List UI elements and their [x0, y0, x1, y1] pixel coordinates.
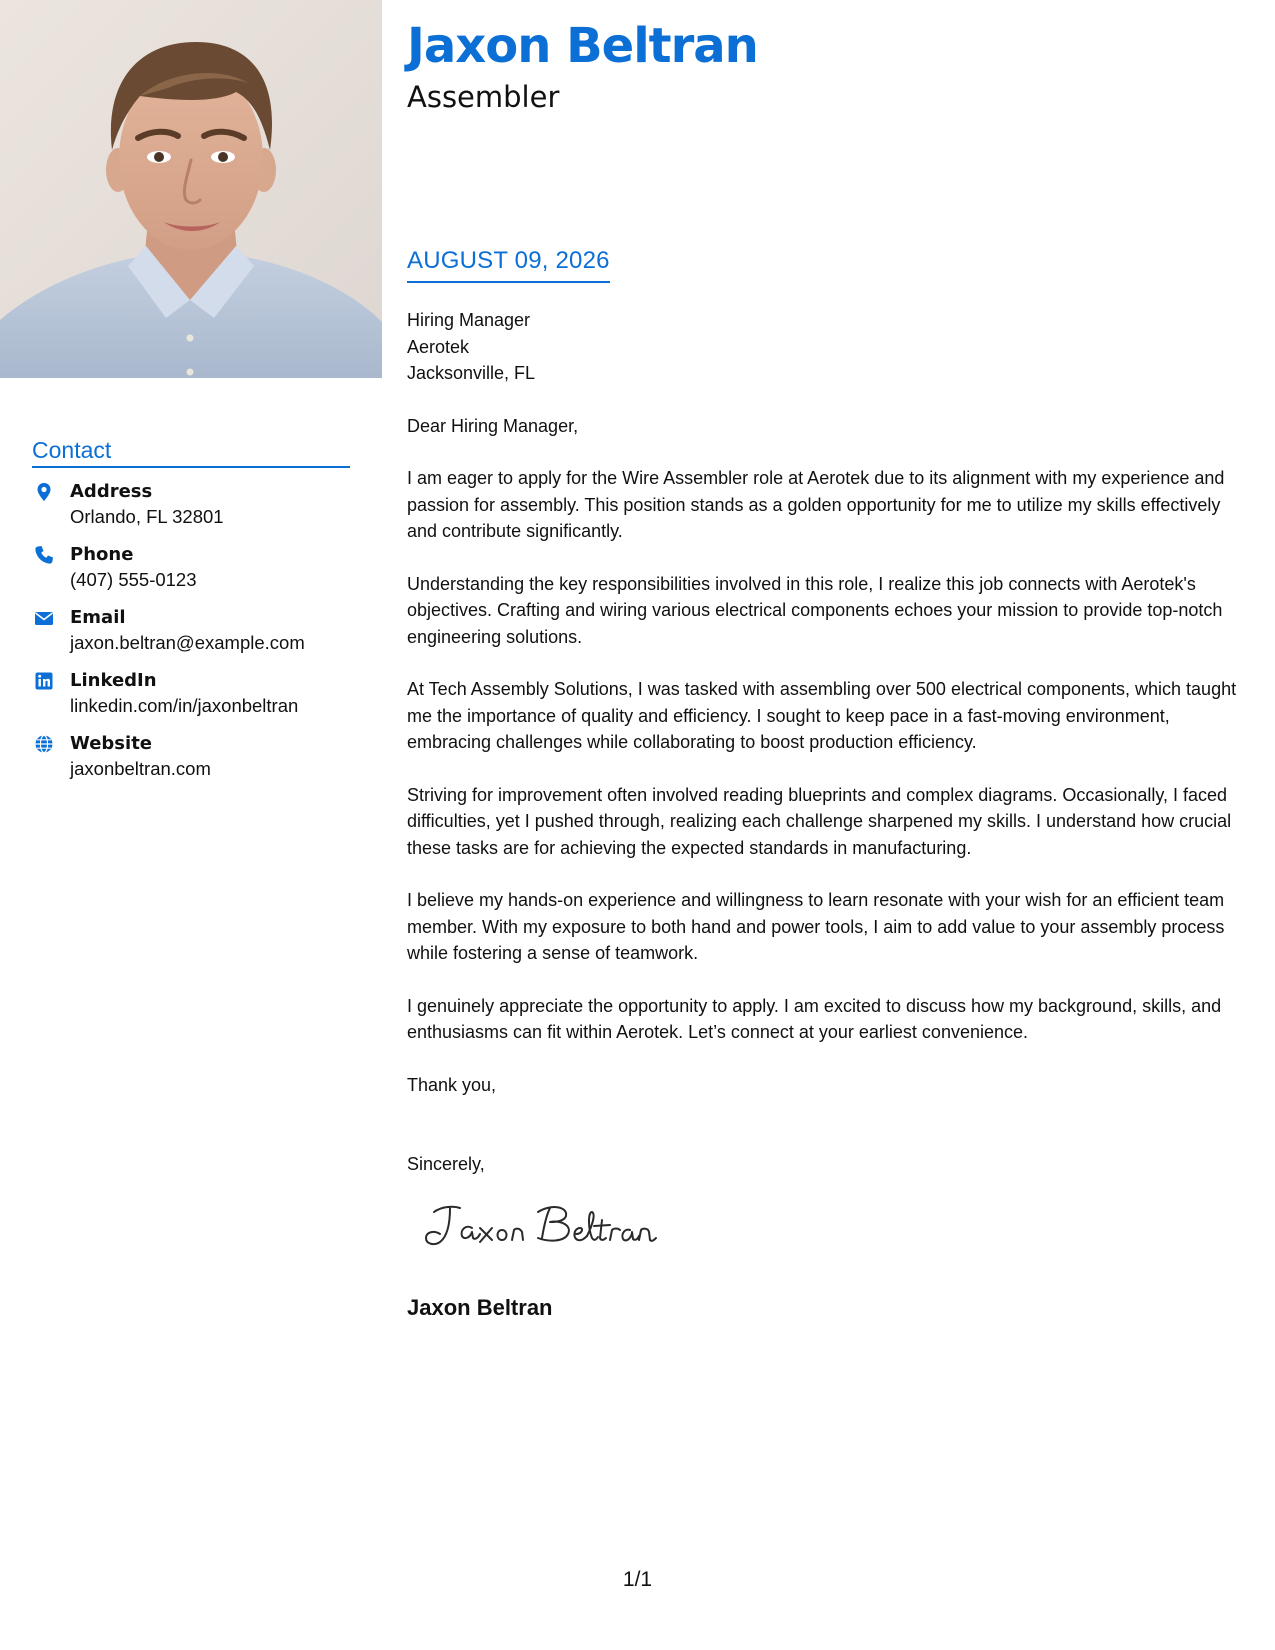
contact-label: Address — [70, 481, 153, 502]
contact-heading: Contact — [32, 437, 350, 468]
letter-date-block — [407, 247, 610, 283]
recipient-location: Jacksonville, FL — [407, 363, 536, 383]
globe-icon — [34, 734, 54, 754]
profile-photo — [0, 0, 382, 378]
contact-item-phone — [32, 543, 362, 606]
envelope-icon — [34, 608, 54, 628]
contact-list — [32, 480, 362, 795]
handwritten-signature — [420, 1198, 660, 1258]
location-pin-icon — [34, 482, 54, 502]
letter-date: AUGUST 09, 2026 — [407, 247, 610, 283]
closing-line: Sincerely, — [407, 1154, 485, 1174]
recipient-company: Aerotek — [407, 336, 470, 357]
phone-icon — [34, 545, 54, 565]
contact-item-address — [32, 480, 362, 543]
signer-name: Jaxon Beltran — [407, 1295, 553, 1320]
recipient-block — [407, 307, 1239, 387]
letter-paragraph: I believe my hands-on experience and willingness to learn resonate with your wish for an efficient team member. With my exposure to both hand and power tools, I aim to add value to your assembly process while fostering a sense of teamwork. — [407, 890, 1225, 963]
contact-value: (407) 555-0123 — [70, 569, 197, 590]
salutation: Dear Hiring Manager, — [407, 415, 579, 436]
contact-item-email — [32, 606, 362, 669]
contact-value[interactable]: jaxonbeltran.com — [70, 758, 211, 779]
contact-value[interactable]: jaxon.beltran@example.com — [70, 632, 305, 653]
contact-value: Orlando, FL 32801 — [70, 506, 224, 527]
letter-paragraph: Striving for improvement often involved reading blueprints and complex diagrams. Occasionally, I faced difficulties, yet I pushed through, realizing each challenge sharpened my skills. I understand how crucial these tasks are for achieving the expected standards in manufacturing. — [407, 784, 1232, 858]
thanks-line: Thank you, — [407, 1074, 497, 1095]
contact-item-linkedin — [32, 669, 362, 732]
contact-item-website — [32, 732, 362, 795]
contact-value[interactable]: linkedin.com/in/jaxonbeltran — [70, 695, 299, 716]
letter-paragraph: At Tech Assembly Solutions, I was tasked with assembling over 500 electrical components, which taught me the importance of quality and efficiency. I sought to keep pace in a fast-moving environment, embracing challenges while collaborating to boost production efficiency. — [407, 679, 1237, 752]
linkedin-icon — [34, 671, 54, 691]
letter-paragraph: I genuinely appreciate the opportunity to apply. I am excited to discuss how my background, skills, and enthusiasms can fit within Aerotek. Let’s connect at your earliest convenience. — [407, 995, 1222, 1042]
page-number: 1/1 — [622, 1568, 653, 1591]
contact-label: Website — [70, 733, 153, 754]
contact-label: Email — [70, 607, 126, 628]
applicant-name: Jaxon Beltran — [407, 18, 758, 74]
letter-body — [407, 307, 1239, 1178]
job-title: Assembler — [407, 80, 560, 114]
recipient-title: Hiring Manager — [407, 310, 531, 330]
contact-label: Phone — [70, 544, 134, 565]
letter-paragraph: I am eager to apply for the Wire Assembler role at Aerotek due to its alignment with my experience and passion for assembly. This position stands as a golden opportunity for me to utilize my skills effectively and contribute significantly. — [407, 468, 1225, 541]
letter-paragraph: Understanding the key responsibilities involved in this role, I realize this job connects with Aerotek's objectives. Crafting and wiring various electrical components echoes your mission to provide top-notch engineering solutions. — [407, 573, 1223, 647]
contact-label: LinkedIn — [70, 670, 157, 691]
